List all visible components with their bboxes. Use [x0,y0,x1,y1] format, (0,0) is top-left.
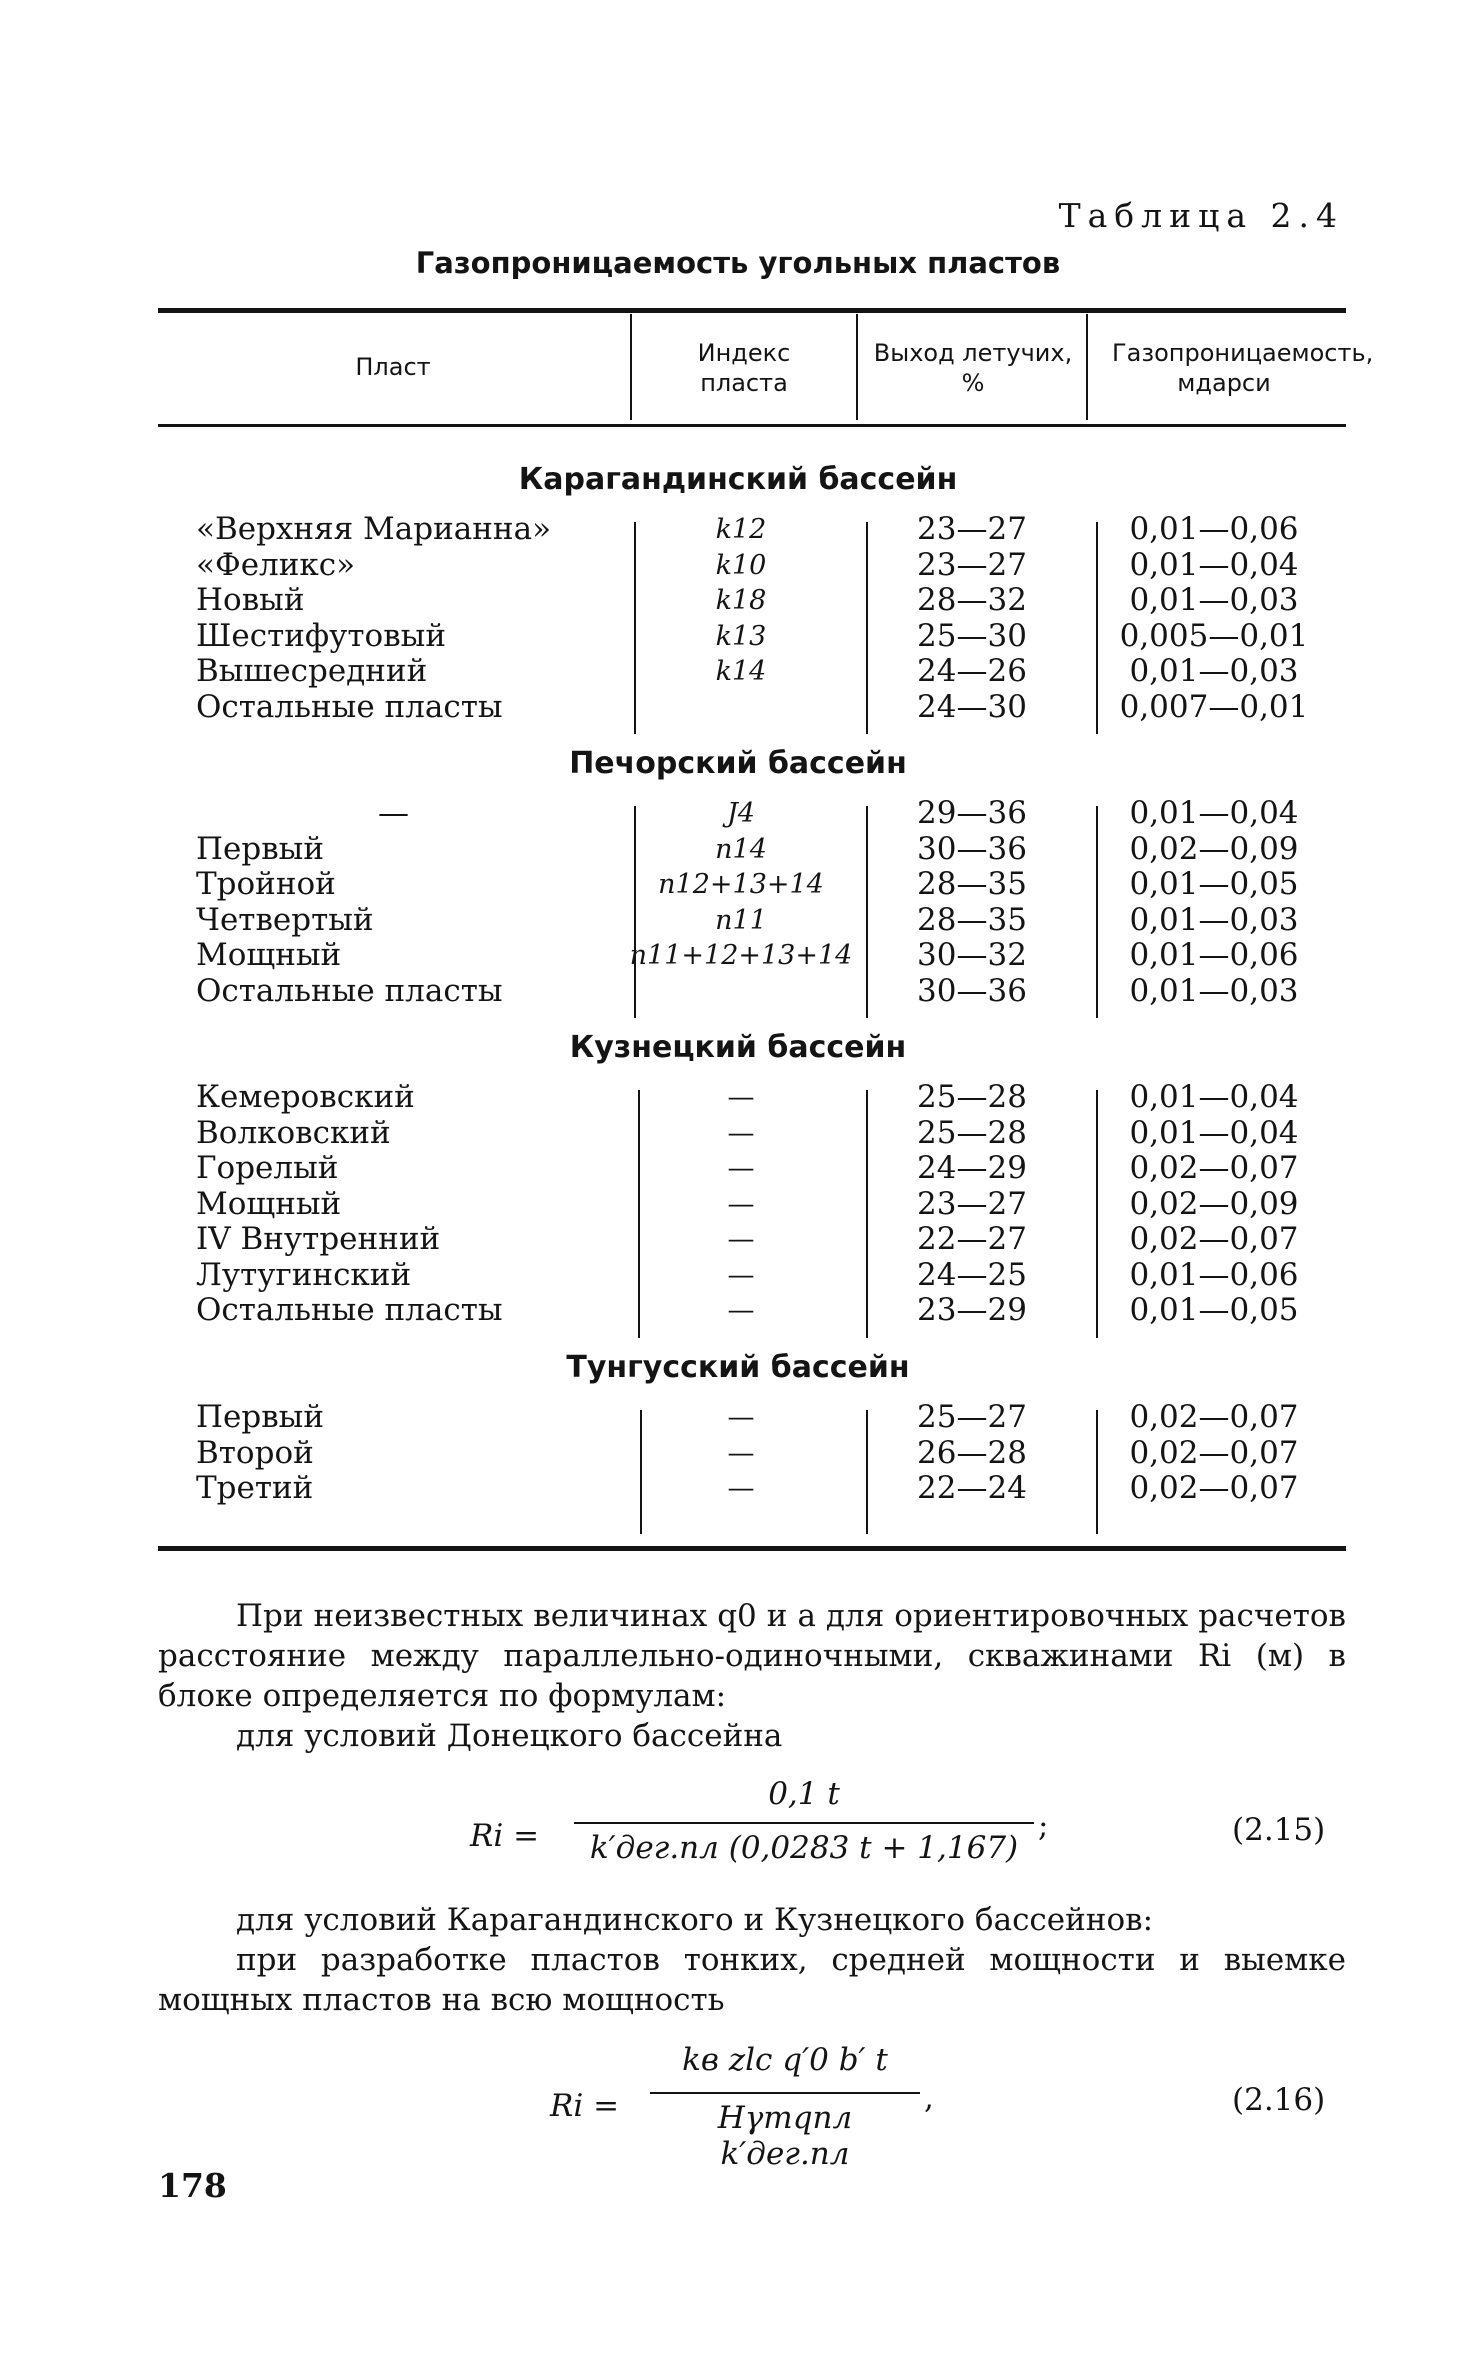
permeability: 0,01—0,05 [1129,1292,1299,1328]
plast-name: — [378,795,409,831]
plast-name: Мощный [196,1185,342,1222]
permeability: 0,01—0,04 [1129,546,1299,583]
table-row [0,583,1476,619]
plast-name: Тройной [196,866,336,902]
plast-index: k14 [715,656,767,687]
plast-index: n11+12+13+14 [629,940,853,971]
volatile-yield: 28—35 [917,901,1027,938]
permeability: 0,01—0,03 [1129,653,1299,689]
table-header-rule [158,424,1346,427]
plast-index: — [727,1295,755,1326]
plast-name: Остальные пласты [196,1292,503,1328]
plast-index: n11 [715,904,767,936]
plast-name: Лутугинский [196,1256,412,1293]
basin-heading: Кузнецкий бассейн [569,1030,907,1065]
plast-name: Второй [196,1434,314,1471]
plast-name: Третий [196,1470,314,1506]
table-row [0,1471,1476,1507]
page-number: 178 [158,2166,227,2205]
permeability: 0,01—0,06 [1129,937,1299,973]
plast-name: Остальные пласты [196,972,503,1009]
basin-rows [0,1400,1476,1507]
permeability: 0,01—0,03 [1129,901,1299,938]
plast-index: n14 [715,833,767,865]
volatile-yield: 24—25 [917,1256,1027,1293]
table-row [0,867,1476,903]
plast-index: k18 [715,585,767,616]
permeability: 0,007—0,01 [1119,688,1309,725]
table-title: Газопроницаемость угольных пластов [415,246,1061,280]
formula-denominator: k′дег.пл (0,0283 t + 1,167) [589,1830,1019,1866]
paragraph: при разработке пластов тонких, средней мощности и выемке мощных пластов на всю мощность [158,1942,1346,2018]
permeability: 0,02—0,07 [1129,1470,1299,1506]
plast-index: k12 [715,514,767,545]
formula-numerator: kв zlс q′0 b′ t [682,2042,888,2078]
plast-index: k13 [715,620,767,652]
basin-heading: Тунгусский бассейн [566,1350,910,1385]
formula-punctuation: , [924,2080,934,2116]
volatile-yield: 24—26 [917,653,1027,689]
permeability: 0,01—0,03 [1129,972,1299,1009]
volatile-yield: 23—27 [917,546,1027,583]
header-permeability: Газопроницаемость, мдарси [1112,339,1374,397]
plast-name: Кемеровский [196,1079,415,1115]
table-row [0,1151,1476,1187]
table-row [0,1080,1476,1116]
permeability: 0,01—0,04 [1129,1114,1299,1151]
plast-index: k10 [715,549,767,581]
permeability: 0,01—0,04 [1129,795,1299,831]
permeability: 0,02—0,09 [1129,830,1299,867]
table-row [0,938,1476,974]
header-volatile: Выход летучих, % [873,339,1073,397]
volatile-yield: 26—28 [917,1434,1027,1471]
permeability: 0,01—0,03 [1129,582,1299,618]
plast-name: Первый [196,1399,325,1435]
volatile-yield: 28—35 [917,866,1027,902]
basin-rows [0,796,1476,1009]
plast-name: «Феликс» [196,546,356,583]
plast-index: J4 [726,798,755,829]
table-row [0,903,1476,939]
volatile-yield: 25—28 [917,1114,1027,1151]
volatile-yield: 30—36 [917,972,1027,1009]
volatile-yield: 30—36 [917,830,1027,867]
table-row [0,1400,1476,1436]
plast-name: Горелый [196,1150,339,1186]
fraction-bar [650,2092,920,2094]
table-row [0,1258,1476,1294]
plast-name: Новый [196,582,305,618]
table-row [0,1293,1476,1329]
header-index: Индекс пласта [697,339,791,397]
table-row [0,974,1476,1010]
volatile-yield: 22—24 [917,1470,1027,1506]
plast-name: Первый [196,830,325,867]
volatile-yield: 25—28 [917,1079,1027,1115]
formula-numerator: 0,1 t [768,1776,840,1812]
plast-index: — [727,1188,755,1220]
table-row [0,654,1476,690]
table-row [0,796,1476,832]
plast-index: — [727,1153,755,1184]
permeability: 0,005—0,01 [1119,617,1309,654]
plast-index: — [727,1473,755,1504]
table-row [0,1116,1476,1152]
volatile-yield: 23—29 [917,1292,1027,1328]
permeability: 0,01—0,05 [1129,866,1299,902]
paragraph: При неизвестных величинах q0 и a для ориентировочных расчетов расстояние между параллельно-одиночными, скважинами Ri (м) в блоке определяется по формулам: [158,1598,1346,1714]
volatile-yield: 23—27 [917,1185,1027,1222]
basin-heading: Карагандинский бассейн [518,462,958,497]
plast-name: Шестифутовый [196,617,446,654]
table-row [0,690,1476,726]
plast-index: — [727,1402,755,1433]
table-row [0,548,1476,584]
table-bottom-rule [158,1546,1346,1551]
volatile-yield: 23—27 [917,511,1027,547]
volatile-yield: 25—30 [917,617,1027,654]
table-row [0,1222,1476,1258]
formula-denominator: Hγmqпл k′дег.пл [717,2100,853,2172]
volatile-yield: 29—36 [917,795,1027,831]
permeability: 0,02—0,07 [1129,1434,1299,1471]
paragraph: для условий Карагандинского и Кузнецкого бассейнов: [236,1902,1154,1938]
plast-index: — [727,1437,755,1469]
basin-rows [0,512,1476,725]
volatile-yield: 30—32 [917,937,1027,973]
plast-name: Волковский [196,1114,391,1151]
table-row [0,832,1476,868]
equation-number: (2.15) [1232,1812,1326,1848]
plast-name: IV Внутренний [196,1221,441,1257]
formula-lhs: Ri = [550,2088,620,2124]
permeability: 0,01—0,06 [1129,511,1299,547]
table-row [0,512,1476,548]
plast-name: Мощный [196,937,342,973]
volatile-yield: 22—27 [917,1221,1027,1257]
plast-index: — [727,1259,755,1291]
header-plast: Пласт [355,353,431,381]
permeability: 0,01—0,06 [1129,1256,1299,1293]
paragraph: для условий Донецкого бассейна [236,1718,783,1754]
plast-name: «Верхняя Марианна» [196,511,552,547]
volatile-yield: 25—27 [917,1399,1027,1435]
header-divider [630,314,632,420]
table-label: Таблица 2.4 [1058,196,1344,235]
plast-index: — [727,1082,755,1113]
formula-lhs: Ri = [470,1818,540,1854]
basin-heading: Печорский бассейн [569,746,907,781]
permeability: 0,02—0,07 [1129,1221,1299,1257]
plast-name: Четвертый [196,901,374,938]
plast-index: — [727,1224,755,1255]
permeability: 0,01—0,04 [1129,1079,1299,1115]
fraction-bar [574,1822,1034,1824]
volatile-yield: 24—29 [917,1150,1027,1186]
header-divider [856,314,858,420]
basin-rows [0,1080,1476,1329]
table-row [0,1436,1476,1472]
permeability: 0,02—0,07 [1129,1150,1299,1186]
table-top-rule [158,308,1346,313]
table-row [0,1187,1476,1223]
permeability: 0,02—0,09 [1129,1185,1299,1222]
plast-index: n12+13+14 [658,869,824,900]
equation-number: (2.16) [1232,2082,1326,2118]
volatile-yield: 28—32 [917,582,1027,618]
table-row [0,619,1476,655]
permeability: 0,02—0,07 [1129,1399,1299,1435]
plast-index: — [727,1117,755,1149]
volatile-yield: 24—30 [917,688,1027,725]
formula-punctuation: ; [1038,1808,1049,1844]
header-divider [1086,314,1088,420]
plast-name: Остальные пласты [196,688,503,725]
plast-name: Вышесредний [196,653,428,689]
